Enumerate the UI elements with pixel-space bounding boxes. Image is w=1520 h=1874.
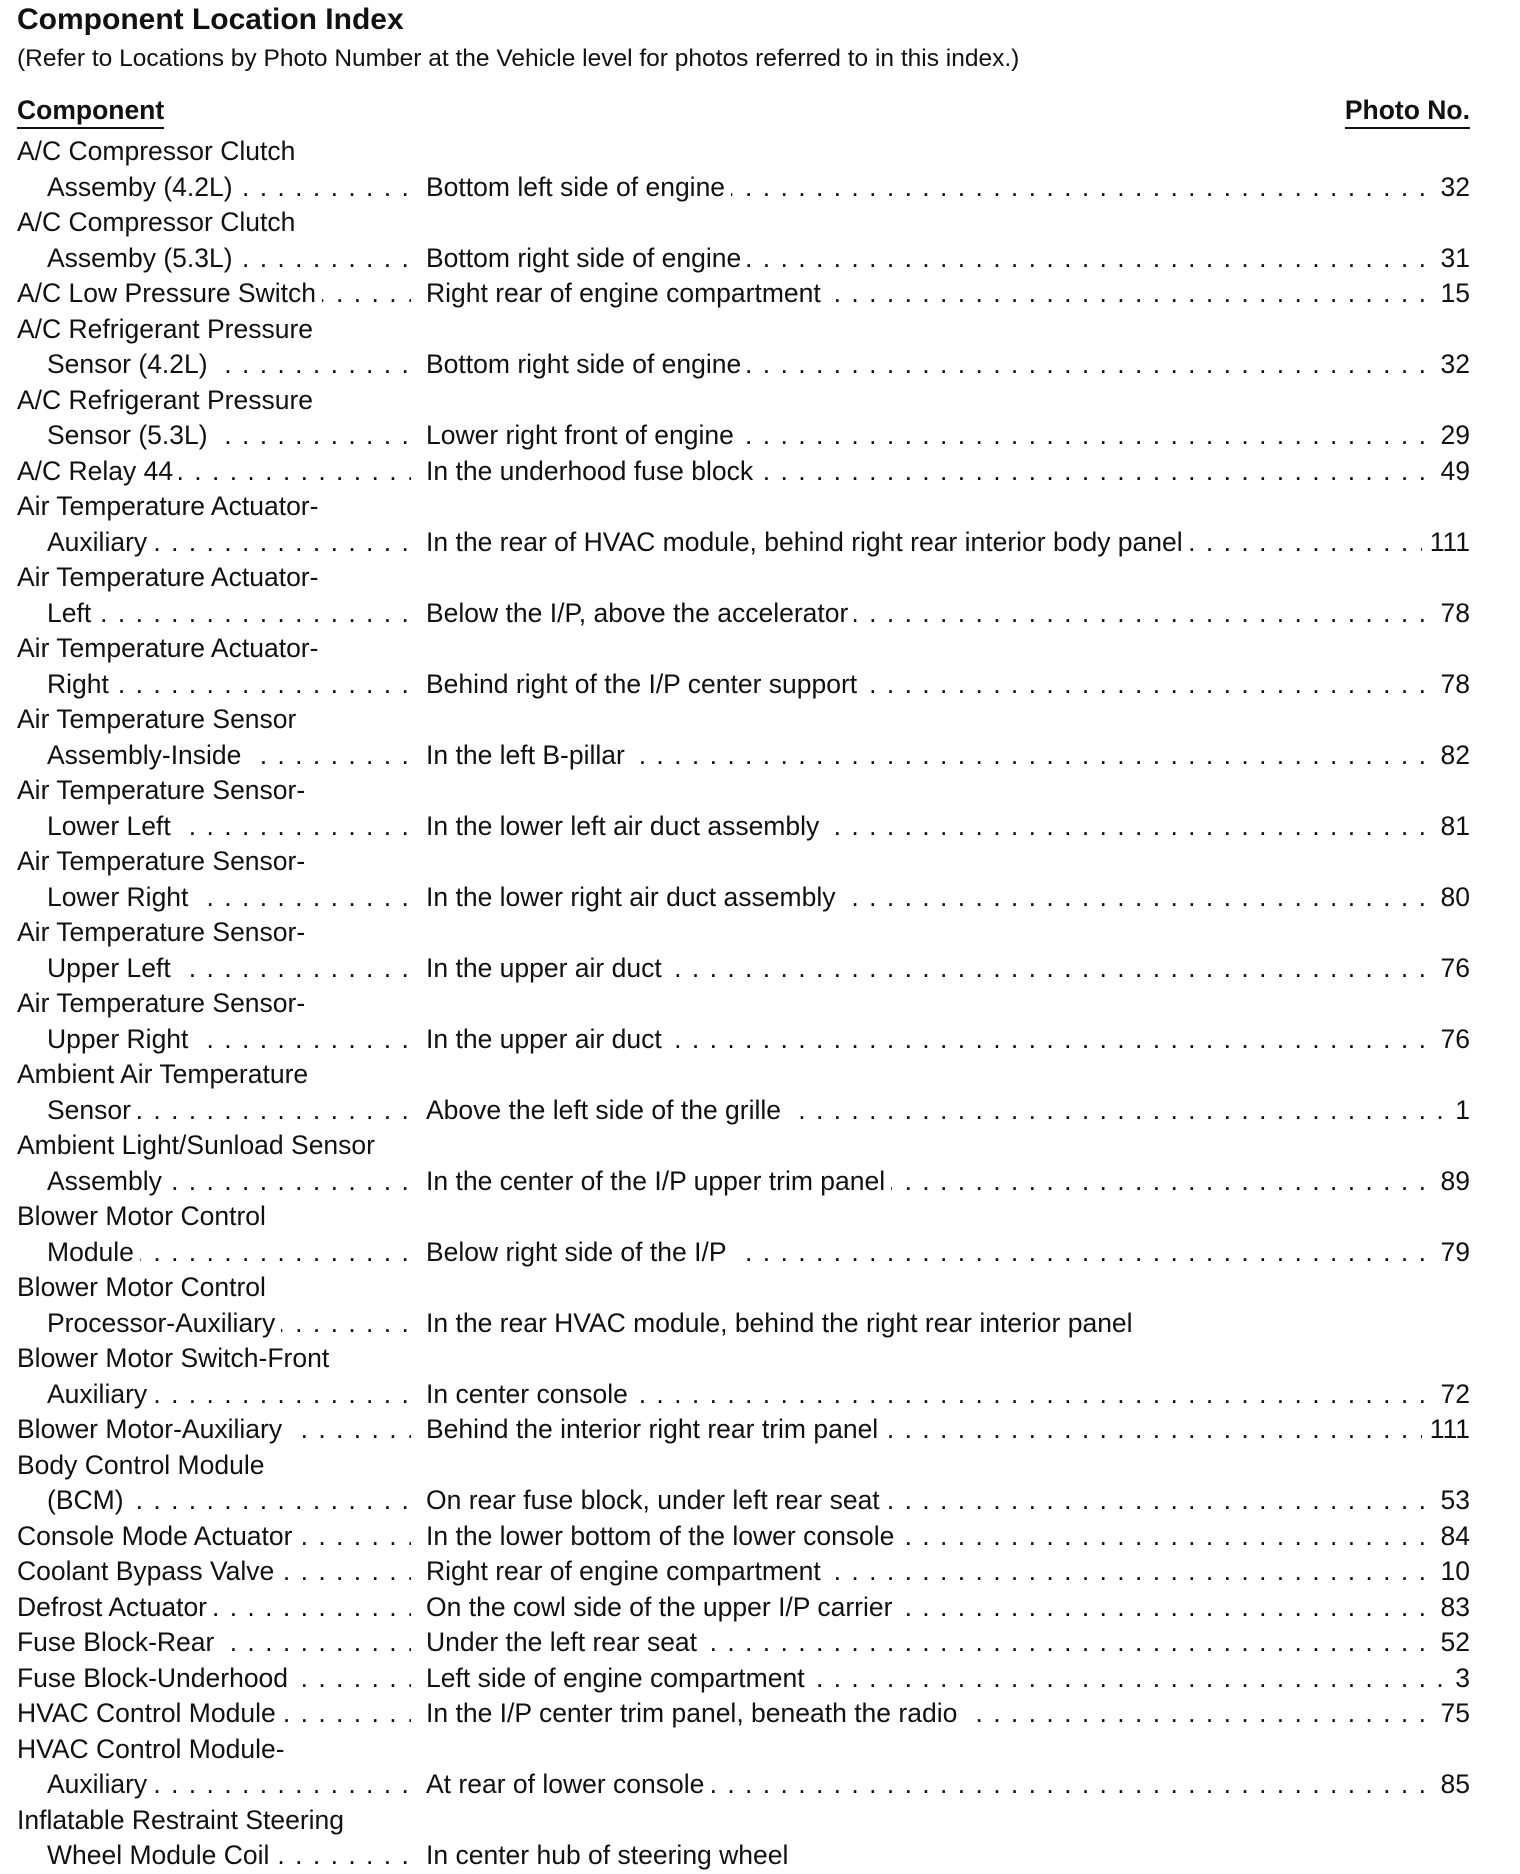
- component-name: A/C Refrigerant Pressure: [17, 314, 319, 344]
- entry-main-line: [17, 1838, 1470, 1874]
- component-name: Sensor: [47, 1095, 137, 1125]
- component-name: Air Temperature Actuator-: [17, 491, 324, 521]
- photo-number: 82: [1433, 738, 1470, 774]
- component-name: Inflatable Restraint Steering: [17, 1805, 350, 1835]
- entry-name-continuation: [17, 915, 1470, 951]
- index-entry: [17, 205, 1470, 276]
- component-location: Bottom left side of engine: [426, 172, 731, 202]
- photo-number: 72: [1433, 1377, 1470, 1413]
- entry-name-continuation: [17, 631, 1470, 667]
- component-location: In the rear HVAC module, behind the right rear interior panel: [426, 1308, 1139, 1338]
- photo-number: 52: [1433, 1625, 1470, 1661]
- photo-number: 32: [1433, 347, 1470, 383]
- component-location: In the upper air duct: [426, 953, 668, 983]
- component-name: Blower Motor Switch-Front: [17, 1343, 335, 1373]
- component-location: In the left B-pillar: [426, 740, 631, 770]
- photo-number: 76: [1433, 951, 1470, 987]
- index-entry: [17, 702, 1470, 773]
- component-location: On rear fuse block, under left rear seat: [426, 1485, 886, 1515]
- index-entry: [17, 1128, 1470, 1199]
- page-subtitle: (Refer to Locations by Photo Number at the Vehicle level for photos referred to in this index.): [17, 45, 1020, 72]
- photo-number: 83: [1433, 1590, 1470, 1626]
- entry-main-line: [17, 1483, 1470, 1519]
- component-name: Assemby (4.2L): [47, 172, 239, 202]
- photo-number: 81: [1433, 809, 1470, 845]
- component-name: Right: [47, 669, 115, 699]
- entry-main-line: [17, 1519, 1470, 1555]
- entry-name-continuation: [17, 205, 1470, 241]
- entry-main-line: [17, 1306, 1470, 1342]
- photo-number: 85: [1433, 1767, 1470, 1803]
- component-name: Lower Right: [47, 882, 194, 912]
- photo-number: 15: [1433, 276, 1470, 312]
- component-location: In the underhood fuse block: [426, 456, 759, 486]
- index-entry: [17, 489, 1470, 560]
- entry-name-continuation: [17, 702, 1470, 738]
- component-name: Blower Motor Control: [17, 1272, 272, 1302]
- component-name: Auxiliary: [47, 1379, 153, 1409]
- entry-main-line: [17, 276, 1470, 312]
- photo-column-header: Photo No.: [1345, 94, 1470, 129]
- index-entry: [17, 1519, 1470, 1555]
- entry-name-continuation: [17, 773, 1470, 809]
- entry-main-line: [17, 1164, 1470, 1200]
- index-entry: [17, 454, 1470, 490]
- component-location: Left side of engine compartment: [426, 1663, 811, 1693]
- component-name: Sensor (5.3L): [47, 420, 214, 450]
- component-name: Upper Right: [47, 1024, 194, 1054]
- entry-main-line: [17, 1661, 1470, 1697]
- entry-main-line: [17, 1377, 1470, 1413]
- component-location: Lower right front of engine: [426, 420, 740, 450]
- component-location: Behind right of the I/P center support: [426, 669, 863, 699]
- component-location: Below right side of the I/P: [426, 1237, 733, 1267]
- entry-name-continuation: [17, 1270, 1470, 1306]
- entry-main-line: [17, 880, 1470, 916]
- component-name: A/C Relay 44: [17, 456, 179, 486]
- entry-main-line: [17, 347, 1470, 383]
- index-entry: [17, 773, 1470, 844]
- photo-number: 78: [1433, 667, 1470, 703]
- page-title: Component Location Index: [17, 3, 404, 36]
- component-name: Left: [47, 598, 97, 628]
- photo-number: 80: [1433, 880, 1470, 916]
- entry-main-line: [17, 170, 1470, 206]
- component-location: Bottom right side of engine: [426, 243, 747, 273]
- photo-number: 53: [1433, 1483, 1470, 1519]
- component-name: Air Temperature Actuator-: [17, 633, 324, 663]
- entry-main-line: [17, 809, 1470, 845]
- entry-name-continuation: [17, 1199, 1470, 1235]
- component-location: In the I/P center trim panel, beneath the radio: [426, 1698, 963, 1728]
- component-location: In the lower left air duct assembly: [426, 811, 825, 841]
- entry-main-line: [17, 1590, 1470, 1626]
- entry-name-continuation: [17, 134, 1470, 170]
- component-name: Wheel Module Coil: [47, 1840, 275, 1870]
- index-entry: [17, 986, 1470, 1057]
- index-entry: [17, 1270, 1470, 1341]
- photo-number: 84: [1433, 1519, 1470, 1555]
- entry-name-continuation: [17, 560, 1470, 596]
- index-entry: [17, 1412, 1470, 1448]
- component-name: (BCM): [47, 1485, 130, 1515]
- index-entry: [17, 1661, 1470, 1697]
- component-location: Below the I/P, above the accelerator: [426, 598, 854, 628]
- component-name: Ambient Light/Sunload Sensor: [17, 1130, 381, 1160]
- photo-number: 32: [1433, 170, 1470, 206]
- entry-main-line: [17, 418, 1470, 454]
- photo-number: 75: [1433, 1696, 1470, 1732]
- component-name: Defrost Actuator: [17, 1592, 213, 1622]
- component-name: Air Temperature Sensor-: [17, 775, 311, 805]
- component-name: Assemby (5.3L): [47, 243, 239, 273]
- index-entry: [17, 631, 1470, 702]
- component-name: Assembly-Inside: [47, 740, 247, 770]
- component-location: On the cowl side of the upper I/P carrier: [426, 1592, 898, 1622]
- component-column-header: Component: [17, 94, 164, 129]
- photo-number: 78: [1433, 596, 1470, 632]
- index-entry: [17, 312, 1470, 383]
- index-entry: [17, 915, 1470, 986]
- index-entry: [17, 1625, 1470, 1661]
- column-header-row: [17, 94, 1470, 134]
- entry-main-line: [17, 1022, 1470, 1058]
- component-name: Processor-Auxiliary: [47, 1308, 281, 1338]
- index-entry: [17, 134, 1470, 205]
- component-name: Assembly: [47, 1166, 168, 1196]
- entry-main-line: [17, 738, 1470, 774]
- component-name: Air Temperature Sensor-: [17, 917, 311, 947]
- entry-main-line: [17, 667, 1470, 703]
- photo-number: 111: [1422, 1412, 1470, 1448]
- component-name: Auxiliary: [47, 1769, 153, 1799]
- component-location: In center console: [426, 1379, 634, 1409]
- entry-name-continuation: [17, 489, 1470, 525]
- photo-number: 111: [1422, 525, 1470, 561]
- photo-number: 10: [1433, 1554, 1470, 1590]
- entry-main-line: [17, 596, 1470, 632]
- entry-name-continuation: [17, 1341, 1470, 1377]
- entry-name-continuation: [17, 986, 1470, 1022]
- component-location: In center hub of steering wheel: [426, 1840, 794, 1870]
- component-name: Air Temperature Sensor: [17, 704, 302, 734]
- component-name: Coolant Bypass Valve: [17, 1556, 280, 1586]
- photo-number: 76: [1433, 1022, 1470, 1058]
- component-index-list: [17, 134, 1470, 1874]
- component-location: Behind the interior right rear trim panel: [426, 1414, 884, 1444]
- component-name: A/C Low Pressure Switch: [17, 278, 322, 308]
- entry-main-line: [17, 951, 1470, 987]
- photo-number: 89: [1433, 1164, 1470, 1200]
- entry-main-line: [17, 1625, 1470, 1661]
- entry-name-continuation: [17, 1057, 1470, 1093]
- component-location: In the lower bottom of the lower console: [426, 1521, 900, 1551]
- index-entry: [17, 1554, 1470, 1590]
- component-name: Auxiliary: [47, 527, 153, 557]
- index-entry: [17, 1696, 1470, 1732]
- photo-number: 1: [1447, 1093, 1470, 1129]
- photo-number: 3: [1447, 1661, 1470, 1697]
- component-name: Air Temperature Sensor-: [17, 846, 311, 876]
- component-name: HVAC Control Module: [17, 1698, 282, 1728]
- entry-main-line: [17, 1235, 1470, 1271]
- component-location: Right rear of engine compartment: [426, 278, 827, 308]
- component-name: Blower Motor-Auxiliary: [17, 1414, 288, 1444]
- component-location: At rear of lower console: [426, 1769, 710, 1799]
- component-location: Above the left side of the grille: [426, 1095, 787, 1125]
- photo-number: 49: [1433, 454, 1470, 490]
- document-page: [17, 0, 1470, 1874]
- component-name: Lower Left: [47, 811, 177, 841]
- entry-name-continuation: [17, 1732, 1470, 1768]
- component-name: Fuse Block-Underhood: [17, 1663, 294, 1693]
- component-name: HVAC Control Module-: [17, 1734, 291, 1764]
- index-entry: [17, 276, 1470, 312]
- entry-name-continuation: [17, 1803, 1470, 1839]
- component-name: A/C Refrigerant Pressure: [17, 385, 319, 415]
- component-location: In the upper air duct: [426, 1024, 668, 1054]
- entry-main-line: [17, 1554, 1470, 1590]
- entry-name-continuation: [17, 383, 1470, 419]
- entry-name-continuation: [17, 312, 1470, 348]
- photo-number: 31: [1433, 241, 1470, 277]
- entry-main-line: [17, 1412, 1470, 1448]
- component-name: Blower Motor Control: [17, 1201, 272, 1231]
- index-entry: [17, 844, 1470, 915]
- index-entry: [17, 383, 1470, 454]
- entry-name-continuation: [17, 844, 1470, 880]
- component-location: In the lower right air duct assembly: [426, 882, 841, 912]
- index-entry: [17, 1341, 1470, 1412]
- entry-name-continuation: [17, 1128, 1470, 1164]
- component-location: Bottom right side of engine: [426, 349, 747, 379]
- component-name: A/C Compressor Clutch: [17, 136, 301, 166]
- photo-number: 29: [1433, 418, 1470, 454]
- component-location: Right rear of engine compartment: [426, 1556, 827, 1586]
- component-location: Under the left rear seat: [426, 1627, 703, 1657]
- component-name: Ambient Air Temperature: [17, 1059, 314, 1089]
- entry-main-line: [17, 454, 1470, 490]
- entry-main-line: [17, 1767, 1470, 1803]
- component-name: A/C Compressor Clutch: [17, 207, 301, 237]
- index-entry: [17, 1448, 1470, 1519]
- index-entry: [17, 560, 1470, 631]
- entry-main-line: [17, 1093, 1470, 1129]
- component-location: In the rear of HVAC module, behind right rear interior body panel: [426, 527, 1189, 557]
- index-entry: [17, 1199, 1470, 1270]
- component-name: Upper Left: [47, 953, 177, 983]
- component-name: Body Control Module: [17, 1450, 270, 1480]
- entry-main-line: [17, 1696, 1470, 1732]
- photo-number: 79: [1433, 1235, 1470, 1271]
- index-entry: [17, 1732, 1470, 1803]
- entry-main-line: [17, 525, 1470, 561]
- component-name: Air Temperature Sensor-: [17, 988, 311, 1018]
- entry-main-line: [17, 241, 1470, 277]
- component-name: Fuse Block-Rear: [17, 1627, 220, 1657]
- component-location: In the center of the I/P upper trim panel: [426, 1166, 891, 1196]
- component-name: Console Mode Actuator: [17, 1521, 298, 1551]
- component-name: Air Temperature Actuator-: [17, 562, 324, 592]
- entry-name-continuation: [17, 1448, 1470, 1484]
- component-name: Sensor (4.2L): [47, 349, 214, 379]
- index-entry: [17, 1057, 1470, 1128]
- index-entry: [17, 1590, 1470, 1626]
- index-entry: [17, 1803, 1470, 1874]
- component-name: Module: [47, 1237, 140, 1267]
